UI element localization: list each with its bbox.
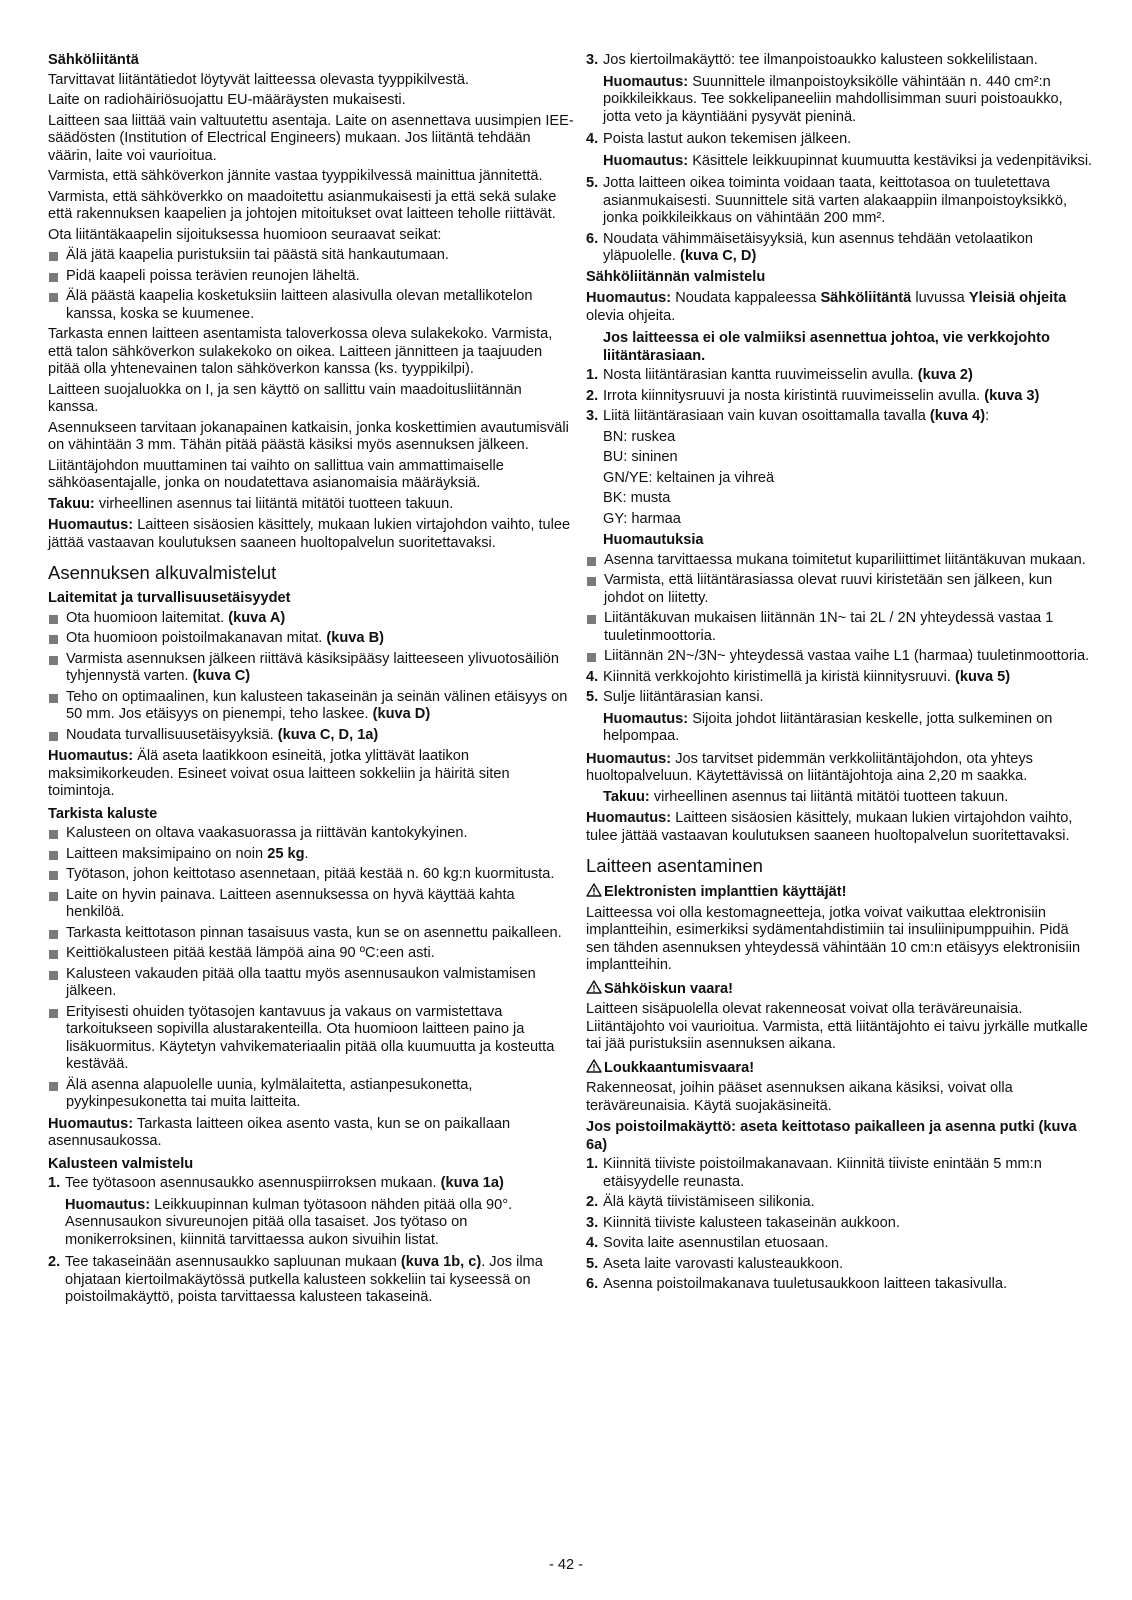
warning-injury: Loukkaantumisvaara! bbox=[586, 1059, 1094, 1078]
list-item: 4. Poista lastut aukon tekemisen jälkeen. Huomautus: Käsittele leikkuupinnat kuumuutta kestäviksi ja vedenpitäviksi. bbox=[586, 131, 1093, 169]
list-item: Tarkasta keittotason pinnan tasaisuus vasta, kun se on asennettu paikalleen. bbox=[48, 925, 576, 943]
page-number: - 42 - bbox=[548, 1557, 584, 1573]
note-text: Laitteen sisäosien käsittely, mukaan lukien virtajohdon vaihto, tulee jättää vastaavan koulutuksen saaneen huoltopalvelun suoritettavaksi. bbox=[48, 517, 571, 551]
paragraph: Varmista, että sähköverkon jännite vastaa tyyppikilvessä mainittua jännitettä. bbox=[48, 168, 543, 184]
paragraph: Tarvittavat liitäntätiedot löytyvät laitteessa olevasta tyyppikilvestä. bbox=[48, 71, 469, 88]
warranty-label: Takuu: bbox=[48, 495, 95, 512]
warning-electric-shock: Sähköiskun vaara! bbox=[586, 980, 1094, 999]
position-note: Huomautus: Tarkasta laitteen oikea asento vasta, kun se on paikallaan asennusaukossa. bbox=[48, 1115, 511, 1149]
list-item: Teho on optimaalinen, kun kalusteen takaseinän ja seinän välinen etäisyys on 50 mm. Jos etäisyys on pienempi, teho laskee. (kuva D) bbox=[48, 689, 576, 724]
list-item: Älä asenna alapuolelle uunia, kylmälaitetta, astianpesukonetta, pyykinpesukonetta tai muita laitteita. bbox=[48, 1077, 576, 1112]
list-item: 1. Tee työtasoon asennusaukko asennuspiirroksen mukaan. (kuva 1a) Huomautus: Leikkuupinnan kulman työtasoon nähden pitää olla 90°. Asennusaukon sivureunojen pitää olla tasaiset. Jos työtaso on monikerroksinen, kiinnitä tarvittaessa aukon sivuihin listat. bbox=[48, 1175, 576, 1249]
subheading-check-furniture: Tarkista kaluste bbox=[48, 805, 158, 822]
warning-implants: Elektronisten implanttien käyttäjät! bbox=[586, 883, 1094, 902]
wire-color: BU: sininen bbox=[603, 449, 678, 465]
wire-color: GY: harmaa bbox=[603, 510, 681, 527]
bullet-list-notes bbox=[586, 552, 1094, 666]
list-item: 2. Älä käytä tiivistämiseen silikonia. bbox=[586, 1194, 815, 1210]
paragraph: Rakenneosat, joihin pääset asennuksen aikana käsiksi, voivat olla teräväreunaisia. Käytä suojakäsineitä. bbox=[586, 1080, 1013, 1114]
warranty-note bbox=[48, 496, 576, 514]
paragraph: Tarkasta ennen laitteen asentamista taloverkossa oleva sulakekoko. Varmista, että talon sähköverkon sulakekoko on oikea. Laitteen jännitteen ja taajuuden pitää olla yhtenevainen talon sähköverkon kanssa (ks. tyyppikilpi). bbox=[48, 326, 553, 377]
list-item: Pidä kaapeli poissa terävien reunojen läheltä. bbox=[48, 268, 576, 286]
list-item: 3. Jos kiertoilmakäyttö: tee ilmanpoistoaukko kalusteen sokkelilistaan. Huomautus: Suunnittele ilmanpoistoyksikölle vähintään n. 440 cm²:n poikkileikkaus. Tee sokkelipaneeliin mahdollisimman suuri poistoaukko, jotta veto ja käyntiääni pysyvät pieninä. bbox=[586, 52, 1094, 126]
wire-color: BK: musta bbox=[603, 490, 671, 506]
list-item: Työtason, johon keittotaso asennetaan, pitää kestää n. 60 kg:n kuormitusta. bbox=[48, 866, 576, 884]
list-item: 3. Kiinnitä tiiviste kalusteen takaseinän aukkoon. bbox=[586, 1214, 900, 1231]
list-item: 1. Nosta liitäntärasian kantta ruuvimeisselin avulla. (kuva 2) bbox=[586, 367, 973, 383]
list-item: 5. Aseta laite varovasti kalusteaukkoon. bbox=[586, 1255, 844, 1272]
warranty-text: virheellinen asennus tai liitäntä mitätöi tuotteen takuun. bbox=[94, 495, 454, 512]
list-item: Keittiökalusteen pitää kestää lämpöä aina 90 ºC:een asti. bbox=[48, 945, 576, 963]
list-item: Älä jätä kaapelia puristuksiin tai päästä sitä hankautumaan. bbox=[48, 247, 576, 265]
paragraph: Laitteen saa liittää vain valtuutettu asentaja. Laite on asennettava uusimpien IEE-säädösten (Institution of Electrical Engineers) mukaan. Jos liitäntä tehdään väärin, laite voi vaurioitua. bbox=[48, 112, 574, 164]
numbered-list-electrical bbox=[586, 367, 1094, 426]
prep-note: Huomautus: Noudata kappaleessa Sähköliitäntä luvussa Yleisiä ohjeita olevia ohjeita. bbox=[586, 290, 1067, 324]
subheading-exhaust: Jos poistoilmakäyttö: aseta keittotaso paikalleen ja asenna putki (kuva 6a) bbox=[586, 1119, 1077, 1153]
list-item: 6. Noudata vähimmäisetäisyyksiä, kun asennus tehdään vetolaatikon yläpuolelle. (kuva C, D) bbox=[586, 230, 1033, 264]
subheading-no-cable: Jos laitteessa ei ole valmiiksi asennettua johtoa, vie verkkojohto liitäntärasiaan. bbox=[603, 330, 1050, 364]
note-label: Huomautus: bbox=[48, 517, 134, 533]
heading-installation-prep: Asennuksen alkuvalmistelut bbox=[48, 562, 277, 583]
list-item: 2. Tee takaseinään asennusaukko sapluunan mukaan (kuva 1b, c). Jos ilma ohjataan kiertoilmakäytössä putkella kalusteen sokkeliin tai kyseessä on poistoilmakäyttö, poista tarvittaessa kalusteen takaseinä. bbox=[48, 1254, 543, 1305]
subheading-dimensions: Laitemitat ja turvallisuusetäisyydet bbox=[48, 590, 291, 606]
warning-triangle-icon bbox=[586, 1059, 602, 1073]
wire-color: GN/YE: keltainen ja vihreä bbox=[603, 469, 775, 486]
list-item: Älä päästä kaapelia kosketuksiin laitteen alasivulla olevan metallikotelon kanssa, koska se kuumenee. bbox=[48, 288, 576, 323]
right-column bbox=[586, 52, 1094, 1297]
warranty-note: Takuu: virheellinen asennus tai liitäntä mitätöi tuotteen takuun. bbox=[603, 788, 1009, 805]
step-note: Huomautus: Suunnittele ilmanpoistoyksikölle vähintään n. 440 cm²:n poikkileikkaus. Tee sokkelipaneeliin mahdollisimman suuri poistoaukko, jotta veto ja käyntiääni pysyvät pieninä. bbox=[603, 73, 1063, 125]
section-heading-electrical: Sähköliitäntä bbox=[48, 52, 139, 68]
wire-color: BN: ruskea bbox=[603, 428, 676, 445]
bullet-list-dimensions bbox=[48, 610, 576, 745]
paragraph: Laitteen sisäpuolella olevat rakenneosat voivat olla teräväreunaisia. Liitäntäjohto voi vaurioitua. Varmista, että liitäntäjohto ei taivu jyrkälle mutkalle tai jää puristuksiin asennuksen aikana. bbox=[586, 1001, 1088, 1052]
list-item: Ota huomioon poistoilmakanavan mitat. (kuva B) bbox=[48, 630, 576, 648]
paragraph: Varmista, että sähköverkko on maadoitettu asianmukaisesti ja että sekä sulake että rakennuksen kaapelien ja johtojen mitoitukset ovat laitteen teholle riittävät. bbox=[48, 188, 557, 222]
service-note: Huomautus: Laitteen sisäosien käsittely, mukaan lukien virtajohdon vaihto, tulee jättää vastaavan koulutuksen saaneen huoltopalvelun suoritettavaksi. bbox=[586, 810, 1073, 844]
step-note: Huomautus: Leikkuupinnan kulman työtasoon nähden pitää olla 90°. Asennusaukon sivureunojen pitää olla tasaiset. Jos työtaso on monikerroksinen, kiinnitä tarvittaessa aukon sivuihin listat. bbox=[65, 1196, 513, 1248]
paragraph: Liitäntäjohdon muuttaminen tai vaihto on sallittua vain ammattimaiselle sähköasentajalle, jonka on noudatettava asianomaisia määräyksiä. bbox=[48, 457, 504, 491]
list-item: Varmista asennuksen jälkeen riittävä käsiksipääsy laitteeseen ylivuotosäiliön tyhjennystä varten. (kuva C) bbox=[48, 651, 576, 686]
paragraph: Laitteessa voi olla kestomagneetteja, jotka voivat vaikuttaa elektronisiin implantteihin, esimerkiksi sydämentahdistimiin tai insuliinipumppuihin. Pidä sen tähden asennuksen yhteydessä vähintään 10 cm:n etäisyys elektronisiin implantteihin. bbox=[586, 904, 1081, 973]
left-column bbox=[48, 52, 576, 1310]
list-item: 5. Jotta laitteen oikea toiminta voidaan taata, keittotasoa on tuuletettava asianmukaisesti. Suunnittele sitä varten alakaappiin ilmanpoistoyksikkö, jonka poikkileikkaus on vähintään 200 mm². bbox=[586, 175, 1067, 226]
list-item: Kalusteen on oltava vaakasuorassa ja riittävän kantokykyinen. bbox=[48, 825, 576, 843]
list-item: Laite on hyvin painava. Laitteen asennuksessa on hyvä käyttää kahta henkilöä. bbox=[48, 887, 576, 922]
paragraph: Laitteen suojaluokka on I, ja sen käyttö on sallittu vain maadoitusliitännän kanssa. bbox=[48, 381, 522, 415]
warning-triangle-icon bbox=[586, 980, 602, 994]
numbered-list-install bbox=[586, 1156, 1094, 1294]
paragraph: Asennukseen tarvitaan jokanapainen katkaisin, jonka koskettimien avautumisväli on vähintään 3 mm. Tähän pitää päästä käsiksi myös asennuksen jälkeen. bbox=[48, 419, 569, 453]
list-item: 3. Liitä liitäntärasiaan vain kuvan osoittamalla tavalla (kuva 4): bbox=[586, 408, 990, 424]
list-item: Kalusteen vakauden pitää olla taattu myös asennusaukon valmistamisen jälkeen. bbox=[48, 966, 576, 1001]
subheading-notes: Huomautuksia bbox=[603, 532, 704, 548]
long-cable-note: Huomautus: Jos tarvitset pidemmän verkkoliitäntäjohdon, ota yhteys huoltopalveluun. Käytettävissä on liitäntäjohtoja aina 2,20 m saakka. bbox=[586, 750, 1033, 784]
list-item: 4. Sovita laite asennustilan etuosaan. bbox=[586, 1235, 829, 1251]
list-item: 1. Kiinnitä tiiviste poistoilmakanavaan. Kiinnitä tiiviste enintään 5 mm:n etäisyydelle reunasta. bbox=[586, 1156, 1042, 1190]
list-item: 4. Kiinnitä verkkojohto kiristimellä ja kiristä kiinnitysruuvi. (kuva 5) bbox=[586, 668, 1011, 685]
list-item: 5. Sulje liitäntärasian kansi. Huomautus: Sijoita johdot liitäntärasian keskelle, jotta sulkeminen on helpompaa. bbox=[586, 689, 1094, 746]
list-item: Ota huomioon laitemitat. (kuva A) bbox=[48, 610, 576, 628]
list-item: 6. Asenna poistoilmakanava tuuletusaukkoon laitteen takasivulla. bbox=[586, 1276, 1008, 1292]
numbered-list-furniture-cont bbox=[586, 52, 1094, 266]
paragraph: Laite on radiohäiriösuojattu EU-määräysten mukaisesti. bbox=[48, 92, 406, 108]
list-item: Erityisesti ohuiden työtasojen kantavuus ja vakaus on varmistettava tarkoitukseen sopivilla alustarakenteilla. Ota huomioon laitteen paino ja lisäkuormitus. Käytetyn vahvikemateriaalin pitää olla kuumuutta ja kosteutta kestävää. bbox=[48, 1004, 576, 1074]
heading-install-appliance: Laitteen asentaminen bbox=[586, 855, 763, 876]
list-item: Noudata turvallisuusetäisyyksiä. (kuva C, D, 1a) bbox=[48, 727, 576, 745]
numbered-list-electrical-cont bbox=[586, 669, 1094, 746]
drawer-note: Huomautus: Älä aseta laatikkoon esineitä, jotka ylittävät laatikon maksimikorkeuden. Esineet voivat osua laitteen sokkeliin ja häiritä siten toimintoja. bbox=[48, 748, 510, 799]
subheading-furniture-prep: Kalusteen valmistelu bbox=[48, 1155, 194, 1172]
list-item: Liitäntäkuvan mukaisen liitännän 1N~ tai 2L / 2N yhteydessä vastaa 1 tuuletinmoottoria. bbox=[586, 610, 1094, 645]
step-note: Huomautus: Käsittele leikkuupinnat kuumuutta kestäviksi ja vedenpitäviksi. bbox=[603, 152, 1093, 169]
list-item: Asenna tarvittaessa mukana toimitetut kupariliittimet liitäntäkuvan mukaan. bbox=[586, 552, 1094, 570]
list-item: Laitteen maksimipaino on noin 25 kg. bbox=[48, 846, 576, 864]
list-item: Varmista, että liitäntärasiassa olevat ruuvi kiristetään sen jälkeen, kun johdot on liitetty. bbox=[586, 572, 1094, 607]
list-item: Liitännän 2N~/3N~ yhteydessä vastaa vaihe L1 (harmaa) tuuletinmoottoria. bbox=[586, 648, 1094, 666]
warning-triangle-icon bbox=[586, 883, 602, 897]
bullet-list-check bbox=[48, 825, 576, 1112]
numbered-list-furniture bbox=[48, 1175, 576, 1307]
step-note: Huomautus: Sijoita johdot liitäntärasian keskelle, jotta sulkeminen on helpompaa. bbox=[603, 710, 1053, 744]
paragraph: Ota liitäntäkaapelin sijoituksessa huomioon seuraavat seikat: bbox=[48, 226, 442, 243]
list-item: 2. Irrota kiinnitysruuvi ja nosta kiristintä ruuvimeisselin avulla. (kuva 3) bbox=[586, 387, 1040, 404]
bullet-list-cable bbox=[48, 247, 576, 323]
subheading-electrical-prep: Sähköliitännän valmistelu bbox=[586, 268, 766, 285]
service-note bbox=[48, 517, 576, 552]
